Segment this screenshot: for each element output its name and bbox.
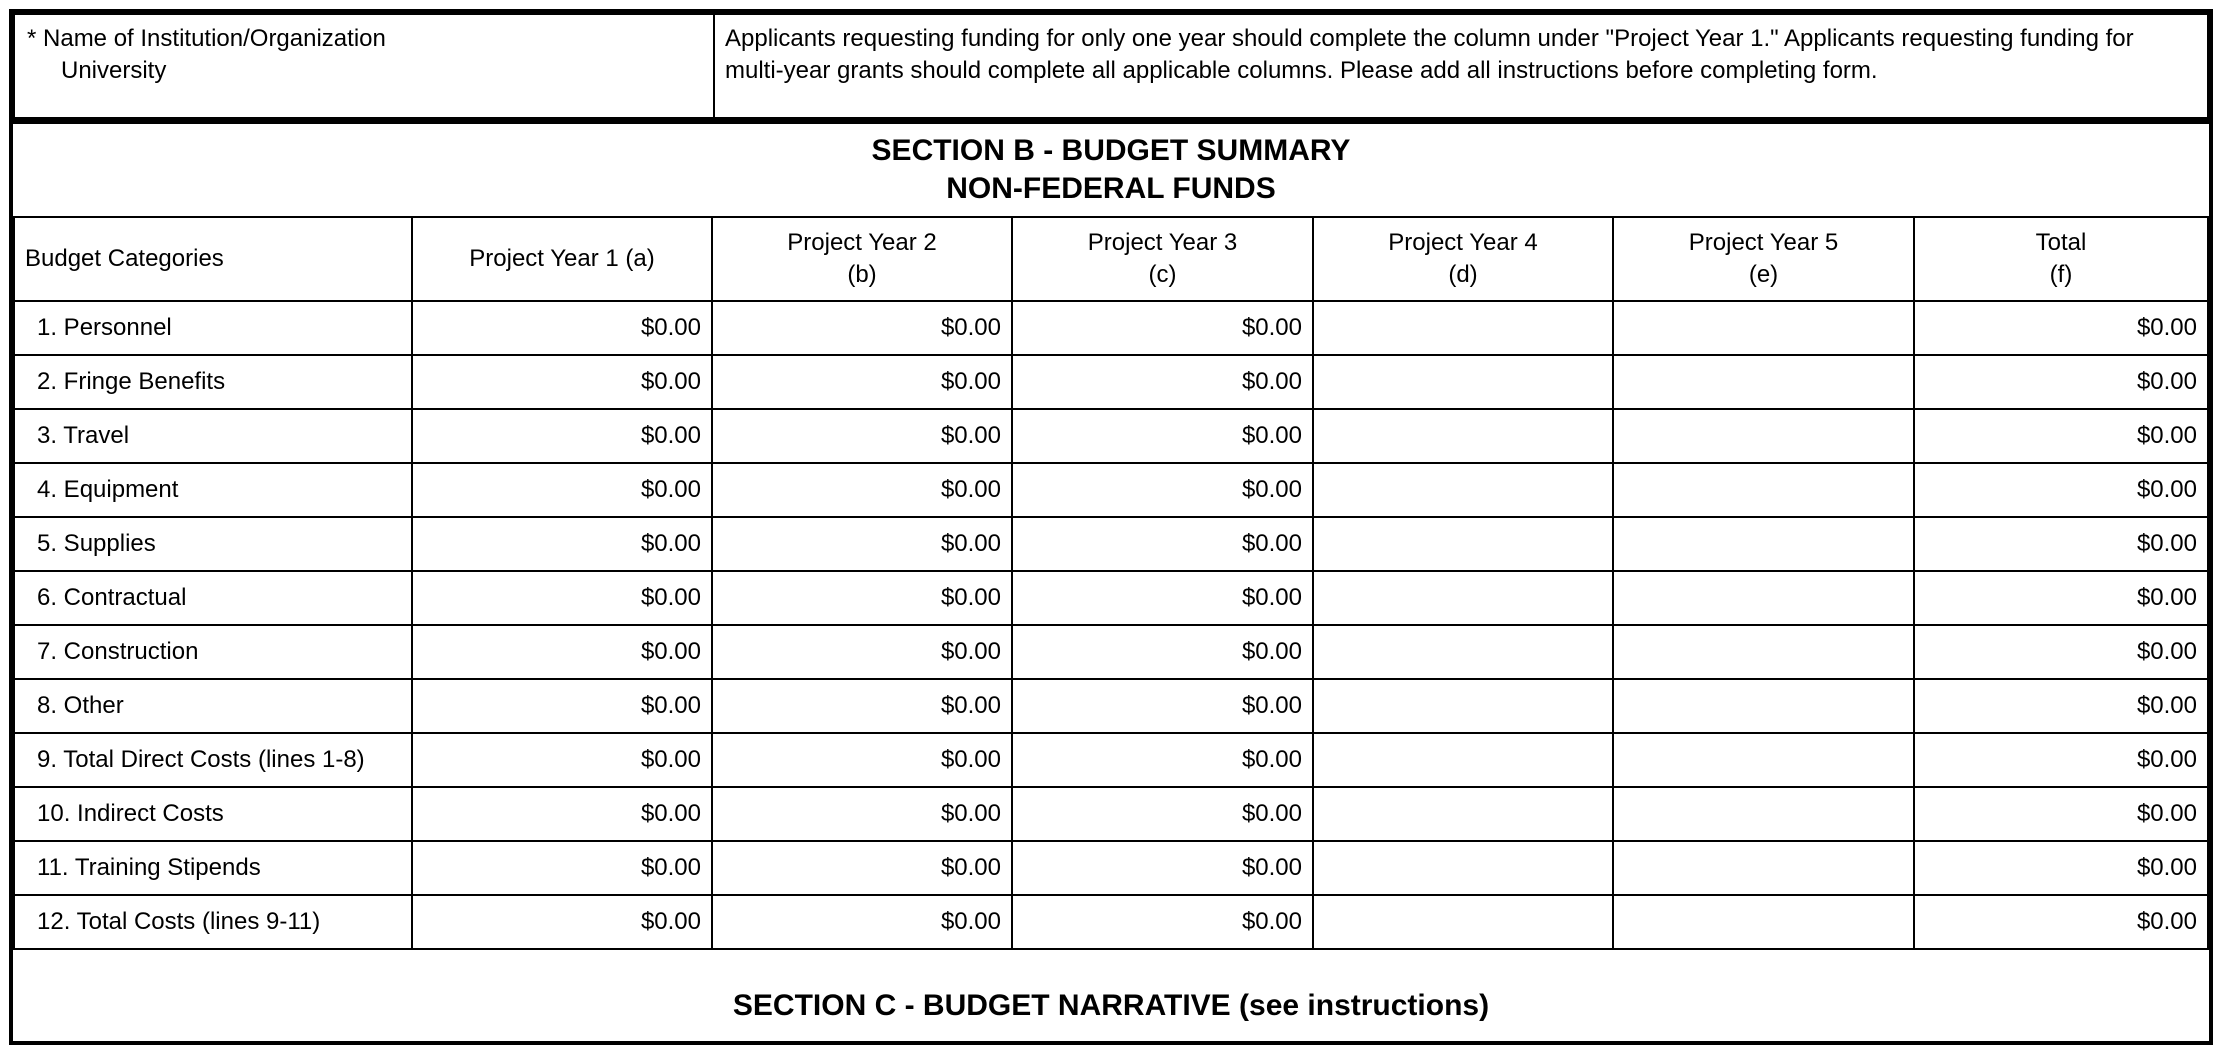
table-row bbox=[14, 895, 2208, 949]
amount-cell-y2[interactable]: $0.00 bbox=[712, 625, 1012, 679]
amount-cell-y4[interactable] bbox=[1313, 841, 1613, 895]
amount-cell-total[interactable]: $0.00 bbox=[1914, 679, 2208, 733]
amount-cell-y3[interactable]: $0.00 bbox=[1012, 787, 1313, 841]
section-b-title: SECTION B - BUDGET SUMMARY bbox=[871, 134, 1351, 167]
amount-cell-y4[interactable] bbox=[1313, 895, 1613, 949]
amount-cell-total[interactable]: $0.00 bbox=[1914, 355, 2208, 409]
amount-cell-y1[interactable]: $0.00 bbox=[412, 355, 712, 409]
budget-form bbox=[9, 9, 2213, 1045]
amount-cell-y3[interactable]: $0.00 bbox=[1012, 571, 1313, 625]
col-header-year2: Project Year 2 (b) bbox=[712, 217, 1012, 301]
amount-cell-y4[interactable] bbox=[1313, 355, 1613, 409]
amount-cell-total[interactable]: $0.00 bbox=[1914, 463, 2208, 517]
amount-cell-y4[interactable] bbox=[1313, 571, 1613, 625]
institution-label: * Name of Institution/Organization bbox=[27, 25, 386, 52]
amount-cell-y3[interactable]: $0.00 bbox=[1012, 841, 1313, 895]
amount-cell-y3[interactable]: $0.00 bbox=[1012, 355, 1313, 409]
amount-cell-total[interactable]: $0.00 bbox=[1914, 301, 2208, 355]
budget-category-label: 9. Total Direct Costs (lines 1-8) bbox=[14, 733, 412, 787]
amount-cell-y5[interactable] bbox=[1613, 355, 1914, 409]
table-row bbox=[14, 841, 2208, 895]
instructions-text: Applicants requesting funding for only one year should complete the column under "Project Year 1." Applicants requesting funding for multi-year grants should complete all applicable columns. Please add all instructions before completing form. bbox=[714, 14, 2208, 118]
amount-cell-y4[interactable] bbox=[1313, 625, 1613, 679]
amount-cell-y5[interactable] bbox=[1613, 571, 1914, 625]
amount-cell-y2[interactable]: $0.00 bbox=[712, 571, 1012, 625]
amount-cell-total[interactable]: $0.00 bbox=[1914, 409, 2208, 463]
amount-cell-y4[interactable] bbox=[1313, 409, 1613, 463]
amount-cell-y2[interactable]: $0.00 bbox=[712, 895, 1012, 949]
amount-cell-total[interactable]: $0.00 bbox=[1914, 841, 2208, 895]
amount-cell-y5[interactable] bbox=[1613, 301, 1914, 355]
amount-cell-y1[interactable]: $0.00 bbox=[412, 679, 712, 733]
table-row bbox=[14, 679, 2208, 733]
amount-cell-y5[interactable] bbox=[1613, 679, 1914, 733]
amount-cell-y5[interactable] bbox=[1613, 625, 1914, 679]
amount-cell-total[interactable]: $0.00 bbox=[1914, 571, 2208, 625]
col-header-year4: Project Year 4 (d) bbox=[1313, 217, 1613, 301]
amount-cell-y1[interactable]: $0.00 bbox=[412, 301, 712, 355]
amount-cell-y1[interactable]: $0.00 bbox=[412, 841, 712, 895]
budget-category-label: 2. Fringe Benefits bbox=[14, 355, 412, 409]
amount-cell-y4[interactable] bbox=[1313, 517, 1613, 571]
table-row bbox=[14, 571, 2208, 625]
amount-cell-y4[interactable] bbox=[1313, 301, 1613, 355]
amount-cell-y3[interactable]: $0.00 bbox=[1012, 409, 1313, 463]
amount-cell-y5[interactable] bbox=[1613, 787, 1914, 841]
amount-cell-y4[interactable] bbox=[1313, 679, 1613, 733]
col-header-year3: Project Year 3 (c) bbox=[1012, 217, 1313, 301]
amount-cell-y1[interactable]: $0.00 bbox=[412, 463, 712, 517]
amount-cell-y5[interactable] bbox=[1613, 409, 1914, 463]
institution-value[interactable]: University bbox=[61, 57, 167, 84]
amount-cell-total[interactable]: $0.00 bbox=[1914, 517, 2208, 571]
table-row bbox=[14, 463, 2208, 517]
amount-cell-y2[interactable]: $0.00 bbox=[712, 787, 1012, 841]
amount-cell-total[interactable]: $0.00 bbox=[1914, 733, 2208, 787]
budget-category-label: 10. Indirect Costs bbox=[14, 787, 412, 841]
amount-cell-y1[interactable]: $0.00 bbox=[412, 733, 712, 787]
budget-category-label: 12. Total Costs (lines 9-11) bbox=[14, 895, 412, 949]
col-header-year5: Project Year 5 (e) bbox=[1613, 217, 1914, 301]
amount-cell-y1[interactable]: $0.00 bbox=[412, 571, 712, 625]
section-b-header bbox=[13, 119, 2209, 216]
table-row bbox=[14, 517, 2208, 571]
amount-cell-y2[interactable]: $0.00 bbox=[712, 517, 1012, 571]
amount-cell-y2[interactable]: $0.00 bbox=[712, 841, 1012, 895]
col-header-categories: Budget Categories bbox=[14, 217, 412, 301]
amount-cell-y5[interactable] bbox=[1613, 841, 1914, 895]
institution-cell[interactable] bbox=[14, 14, 714, 118]
col-header-total: Total (f) bbox=[1914, 217, 2208, 301]
section-c-header: SECTION C - BUDGET NARRATIVE (see instructions) bbox=[732, 989, 1490, 1022]
amount-cell-y1[interactable]: $0.00 bbox=[412, 625, 712, 679]
col-header-year1: Project Year 1 (a) bbox=[412, 217, 712, 301]
amount-cell-total[interactable]: $0.00 bbox=[1914, 787, 2208, 841]
amount-cell-y2[interactable]: $0.00 bbox=[712, 463, 1012, 517]
budget-category-label: 3. Travel bbox=[14, 409, 412, 463]
amount-cell-y4[interactable] bbox=[1313, 787, 1613, 841]
amount-cell-y5[interactable] bbox=[1613, 463, 1914, 517]
amount-cell-y3[interactable]: $0.00 bbox=[1012, 517, 1313, 571]
amount-cell-y3[interactable]: $0.00 bbox=[1012, 625, 1313, 679]
amount-cell-y5[interactable] bbox=[1613, 517, 1914, 571]
table-row bbox=[14, 625, 2208, 679]
budget-category-label: 6. Contractual bbox=[14, 571, 412, 625]
amount-cell-y3[interactable]: $0.00 bbox=[1012, 301, 1313, 355]
amount-cell-y4[interactable] bbox=[1313, 733, 1613, 787]
amount-cell-y1[interactable]: $0.00 bbox=[412, 517, 712, 571]
budget-category-label: 11. Training Stipends bbox=[14, 841, 412, 895]
table-row bbox=[14, 787, 2208, 841]
table-row bbox=[14, 733, 2208, 787]
amount-cell-y1[interactable]: $0.00 bbox=[412, 409, 712, 463]
amount-cell-y5[interactable] bbox=[1613, 733, 1914, 787]
institution-table bbox=[13, 13, 2209, 119]
amount-cell-y3[interactable]: $0.00 bbox=[1012, 733, 1313, 787]
budget-category-label: 5. Supplies bbox=[14, 517, 412, 571]
amount-cell-y2[interactable]: $0.00 bbox=[712, 409, 1012, 463]
section-b-subtitle: NON-FEDERAL FUNDS bbox=[946, 172, 1276, 205]
amount-cell-y2[interactable]: $0.00 bbox=[712, 679, 1012, 733]
budget-category-label: 1. Personnel bbox=[14, 301, 412, 355]
amount-cell-total[interactable]: $0.00 bbox=[1914, 625, 2208, 679]
amount-cell-y1[interactable]: $0.00 bbox=[412, 787, 712, 841]
amount-cell-y3[interactable]: $0.00 bbox=[1012, 463, 1313, 517]
column-header-row bbox=[14, 217, 2208, 301]
amount-cell-total[interactable]: $0.00 bbox=[1914, 895, 2208, 949]
budget-category-label: 7. Construction bbox=[14, 625, 412, 679]
amount-cell-y1[interactable]: $0.00 bbox=[412, 895, 712, 949]
budget-category-label: 8. Other bbox=[14, 679, 412, 733]
amount-cell-y3[interactable]: $0.00 bbox=[1012, 679, 1313, 733]
amount-cell-y2[interactable]: $0.00 bbox=[712, 733, 1012, 787]
amount-cell-y2[interactable]: $0.00 bbox=[712, 355, 1012, 409]
table-row bbox=[14, 409, 2208, 463]
amount-cell-y5[interactable] bbox=[1613, 895, 1914, 949]
table-row bbox=[14, 301, 2208, 355]
budget-summary-table bbox=[13, 216, 2209, 950]
table-row bbox=[14, 355, 2208, 409]
amount-cell-y3[interactable]: $0.00 bbox=[1012, 895, 1313, 949]
amount-cell-y4[interactable] bbox=[1313, 463, 1613, 517]
amount-cell-y2[interactable]: $0.00 bbox=[712, 301, 1012, 355]
budget-category-label: 4. Equipment bbox=[14, 463, 412, 517]
